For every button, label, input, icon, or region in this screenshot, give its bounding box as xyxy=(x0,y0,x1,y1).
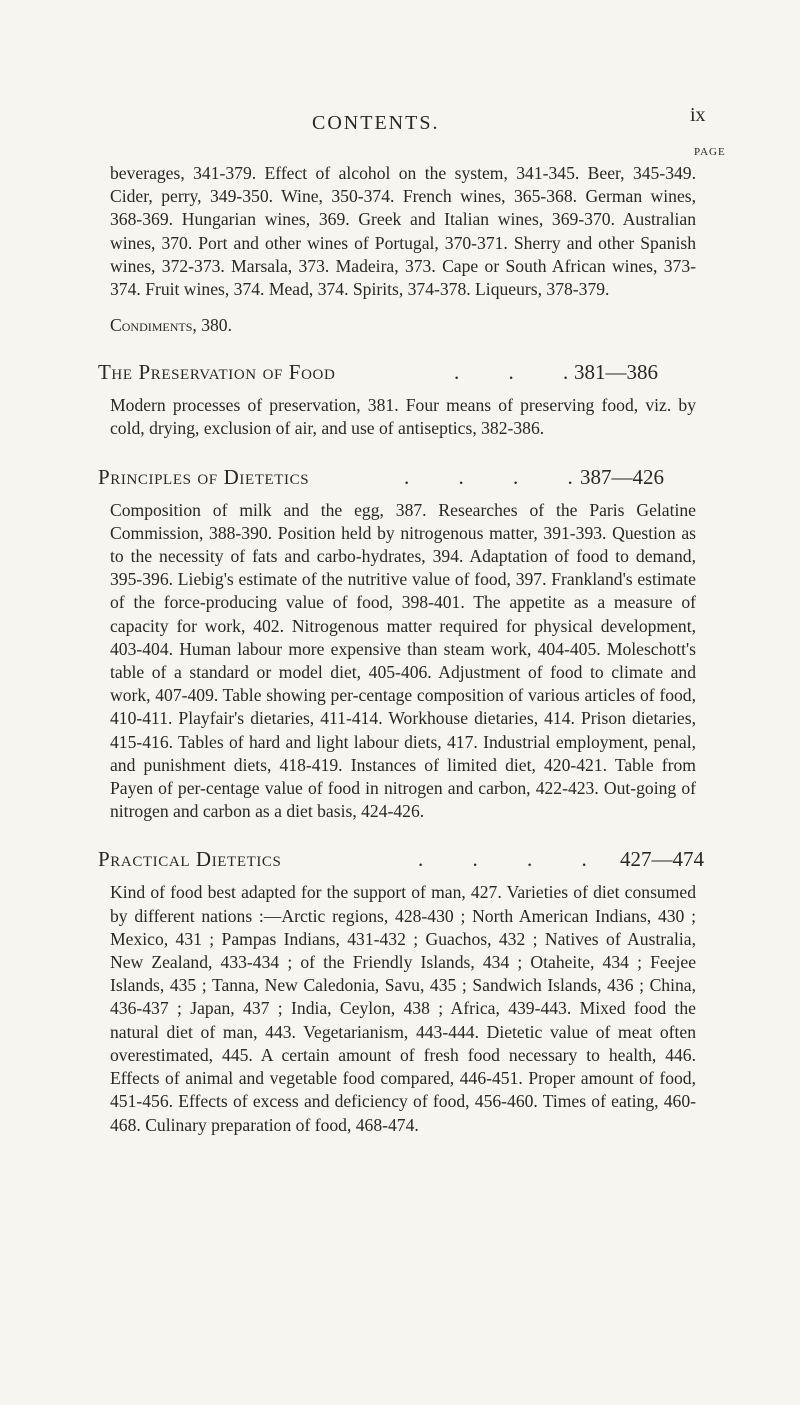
section-summary: Composition of milk and the egg, 387. Researches of the Paris Gelatine Commission, 388-390. Position held by nitrogenous matter, 391-393. Question as to the necessity of fats and carbo-hydrates, 394. Adaptation of food to demand, 395-396. Liebig's estimate of the nutritive value of food, 397. Frankland's estimate of the force-producing value of food, 398-401. The appetite as a measure of capacity for work, 402. Nitrogenous matter required for physical development, 403-404. Human labour more expensive than steam work, 404-405. Moleschott's table of a standard or model diet, 405-406. Adjustment of food to climate and work, 407-409. Table showing per-centage composition of various articles of food, 410-411. Playfair's dietaries, 411-414. Workhouse dietaries, 414. Prison dietaries, 415-416. Tables of hard and light labour diets, 417. Industrial employment, penal, and punishment diets, 418-419. Instances of limited diet, 420-421. Table from Payen of per-centage value of food in nitrogen and carbon, 422-423. Out-going of nitrogen and carbon as a diet basis, 424-426. xyxy=(110,499,696,822)
page-range: 381—386 xyxy=(574,360,658,385)
section-heading: Practical Dietetics xyxy=(98,847,282,872)
page-range: 427—474 xyxy=(620,847,704,872)
section-practical-dietetics xyxy=(98,847,704,1136)
section-heading-row xyxy=(98,847,800,875)
contents-body xyxy=(98,162,704,1137)
page-number: ix xyxy=(690,104,706,126)
section-heading: Principles of Dietetics xyxy=(98,464,310,489)
section-heading-row xyxy=(98,360,800,388)
section-principles-of-dietetics xyxy=(98,465,698,824)
intro-paragraph: beverages, 341-379. Effect of alcohol on the system, 341-345. Beer, 345-349. Cider, perry, 349-350. Wine, 350-374. French wines, 365-368. German wines, 368-369. Hungarian wines, 369. Greek and Italian wines, 369-370. Australian wines, 370. Port and other wines of Portugal, 370-371. Sherry and other Spanish wines, 372-373. Marsala, 373. Madeira, 373. Cape or South African wines, 373-374. Fruit wines, 374. Mead, 374. Spirits, 374-378. Liqueurs, 378-379. xyxy=(110,163,696,300)
section-summary: Kind of food best adapted for the support of man, 427. Varieties of diet consumed by different nations :—Arctic regions, 428-430 ; North American Indians, 430 ; Mexico, 431 ; Pampas Indians, 431-432 ; Guachos, 432 ; Natives of Australia, New Zealand, 433-434 ; of the Friendly Islands, 434 ; Otaheite, 434 ; Feejee Islands, 435 ; Tanna, New Caledonia, Savu, 435 ; Sandwich Islands, 436 ; China, 436-437 ; Japan, 437 ; India, Ceylon, 438 ; Africa, 439-443. Mixed food the natural diet of man, 443. Vegetarianism, 443-444. Dietetic value of meat often overestimated, 445. A certain amount of fresh food necessary to health, 446. Effects of animal and vegetable food compared, 446-451. Proper amount of food, 451-456. Effects of excess and deficiency of food, 456-460. Times of eating, 460-468. Culinary preparation of food, 468-474. xyxy=(110,882,696,1135)
condiments-entry: Condiments, 380. xyxy=(110,315,232,336)
section-heading-row xyxy=(98,465,800,493)
dot-leaders: . . . xyxy=(454,360,591,385)
page-column-label: PAGE xyxy=(694,146,726,158)
running-title: CONTENTS. xyxy=(312,112,440,134)
section-heading: The Preservation of Food xyxy=(98,360,336,385)
running-head xyxy=(0,104,800,142)
dot-leaders: . . . . xyxy=(404,464,595,489)
section-preservation-of-food xyxy=(98,360,698,440)
section-summary: Modern processes of preservation, 381. Four means of preserving food, viz. by cold, drying, exclusion of air, and use of antiseptics, 382-386. xyxy=(110,395,696,439)
dot-leaders: . . . . xyxy=(418,847,609,872)
page-range: 387—426 xyxy=(580,464,664,489)
